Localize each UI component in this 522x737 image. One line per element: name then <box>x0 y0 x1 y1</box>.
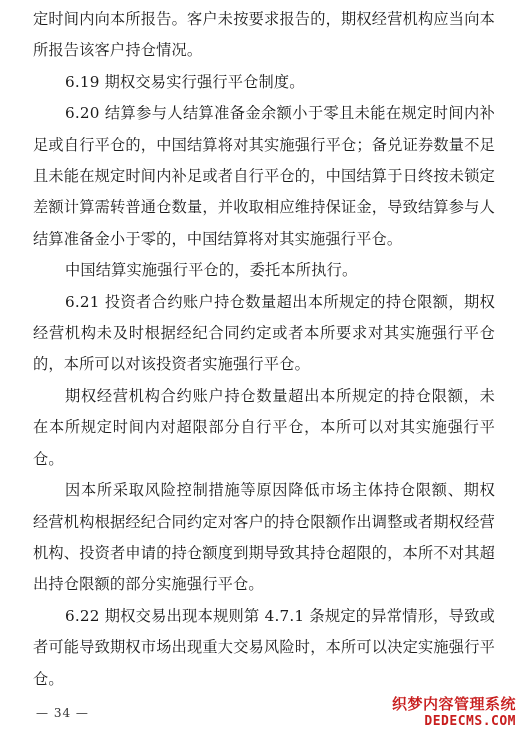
paragraph-6-22: 6.22 期权交易出现本规则第 4.7.1 条规定的异常情形，导致或者可能导致期权市场出现重大交易风险时，本所可以决定实施强行平仓。 <box>33 606 495 688</box>
watermark-logo <box>392 697 516 728</box>
paragraph-csdc-entrust: 中国结算实施强行平仓的，委托本所执行。 <box>65 261 358 280</box>
body-text <box>33 4 495 695</box>
paragraph-limit-reduction: 因本所采取风险控制措施等原因降低市场主体持仓限额、期权经营机构根据经纪合同约定对客户的持仓限额作出调整或者期权经营机构、投资者申请的持仓额度到期导致其持仓超限的，本所不对其超出持仓限额的部分实施强行平仓。 <box>33 481 495 594</box>
paragraph-6-19: 6.19 期权交易实行强行平仓制度。 <box>65 72 305 91</box>
watermark-site: DEDECMS.COM <box>424 714 516 729</box>
page-number: — 34 — <box>36 706 89 720</box>
paragraph-continuation: 定时间内向本所报告。客户未按要求报告的，期权经营机构应当向本所报告该客户持仓情况。 <box>33 10 495 60</box>
paragraph-6-21: 6.21 投资者合约账户持仓数量超出本所规定的持仓限额，期权经营机构未及时根据经纪合同约定或者本所要求对其实施强行平仓的，本所可以对该投资者实施强行平仓。 <box>33 292 495 374</box>
paragraph-broker-account: 期权经营机构合约账户持仓数量超出本所规定的持仓限额，未在本所规定时间内对超限部分自行平仓，本所可以对其实施强行平仓。 <box>33 386 495 468</box>
paragraph-6-20: 6.20 结算参与人结算准备金余额小于零且未能在规定时间内补足或自行平仓的，中国结算将对其实施强行平仓；备兑证券数量不足且未能在规定时间内补足或者自行平仓的，中国结算于日终按未锁定差额计算需转普通仓数量，并收取相应维持保证金，导致结算参与人结算准备金小于零的，中国结算将对其实施强行平仓。 <box>33 104 495 248</box>
watermark-title: 织梦内容管理系统 <box>391 695 516 713</box>
